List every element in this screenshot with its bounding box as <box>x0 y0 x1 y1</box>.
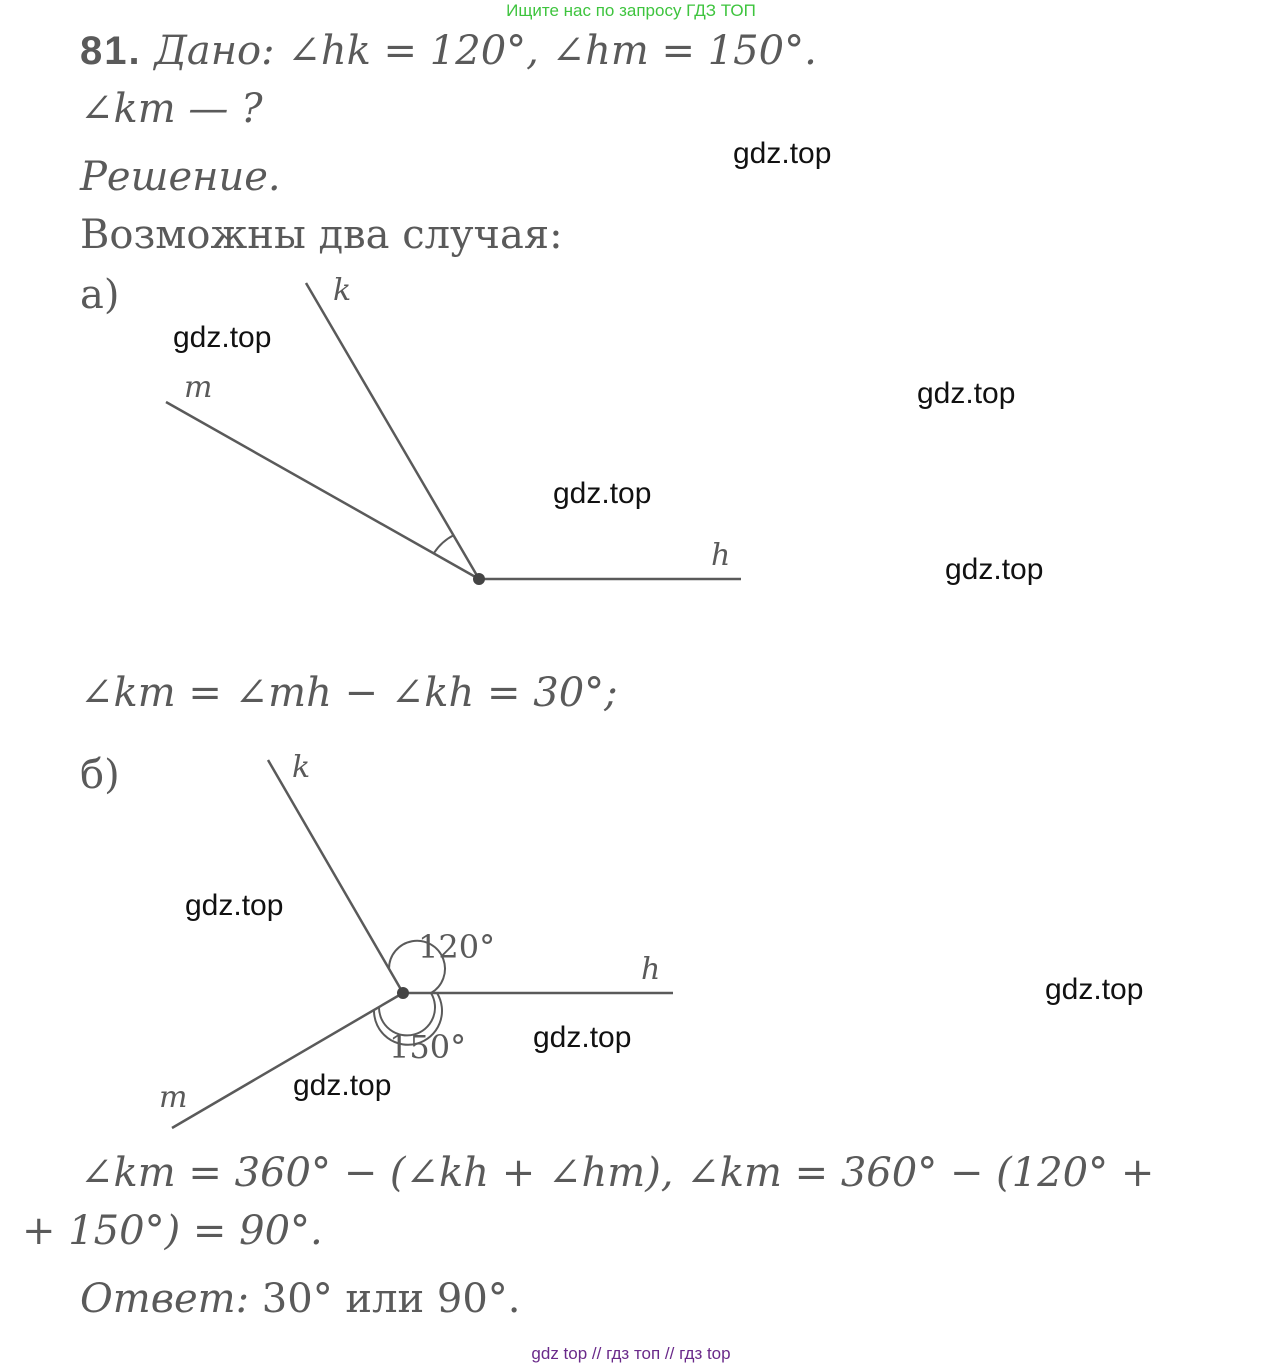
watermark: gdz.top <box>173 321 272 354</box>
solution-label: Решение. <box>80 154 281 200</box>
label-h-a: h <box>711 538 731 573</box>
formula-b-line1: ∠km = 360° − (∠kh + ∠hm), ∠km = 360° − (120° + <box>80 1150 1155 1196</box>
case-a-label: а) <box>80 272 120 318</box>
label-h-b: h <box>641 952 661 987</box>
angle-arc-a <box>434 535 454 553</box>
formula-a: ∠km = ∠mh − ∠kh = 30°; <box>80 670 618 716</box>
problem-number: 81. <box>80 29 142 73</box>
watermark: gdz.top <box>293 1069 392 1102</box>
formula-b-line2: + 150°) = 90°. <box>22 1208 323 1254</box>
answer-text: 30° или 90°. <box>249 1276 521 1322</box>
label-k-b: k <box>292 750 311 785</box>
watermark: gdz.top <box>1045 973 1144 1006</box>
footer-links[interactable]: gdz top // гдз топ // гдз top <box>531 1344 731 1363</box>
answer <box>80 1276 520 1322</box>
label-k-a: k <box>333 273 352 308</box>
given-label: Дано: <box>154 28 275 74</box>
vertex-a <box>473 573 485 585</box>
ray-k-b <box>268 760 403 993</box>
watermark: gdz.top <box>533 1021 632 1054</box>
watermark: gdz.top <box>185 889 284 922</box>
watermark: gdz.top <box>733 137 832 170</box>
watermark: gdz.top <box>945 553 1044 586</box>
ray-m-a <box>166 402 479 579</box>
ray-m-b <box>172 993 403 1128</box>
case-b-label: б) <box>80 752 120 798</box>
label-m-a: m <box>184 370 213 405</box>
label-m-b: m <box>159 1080 188 1115</box>
watermark: gdz.top <box>917 377 1016 410</box>
angle-label-150: 150° <box>389 1028 467 1066</box>
search-hint: Ищите нас по запросу ГДЗ ТОП <box>506 1 756 20</box>
answer-label: Ответ: <box>80 1276 250 1322</box>
angle-label-120: 120° <box>418 928 496 966</box>
vertex-b <box>397 987 409 999</box>
question: ∠km — ? <box>80 86 263 132</box>
intro-text: Возможны два случая: <box>80 212 563 258</box>
watermark: gdz.top <box>553 477 652 510</box>
given-expression: ∠hk = 120°, ∠hm = 150°. <box>287 28 817 74</box>
